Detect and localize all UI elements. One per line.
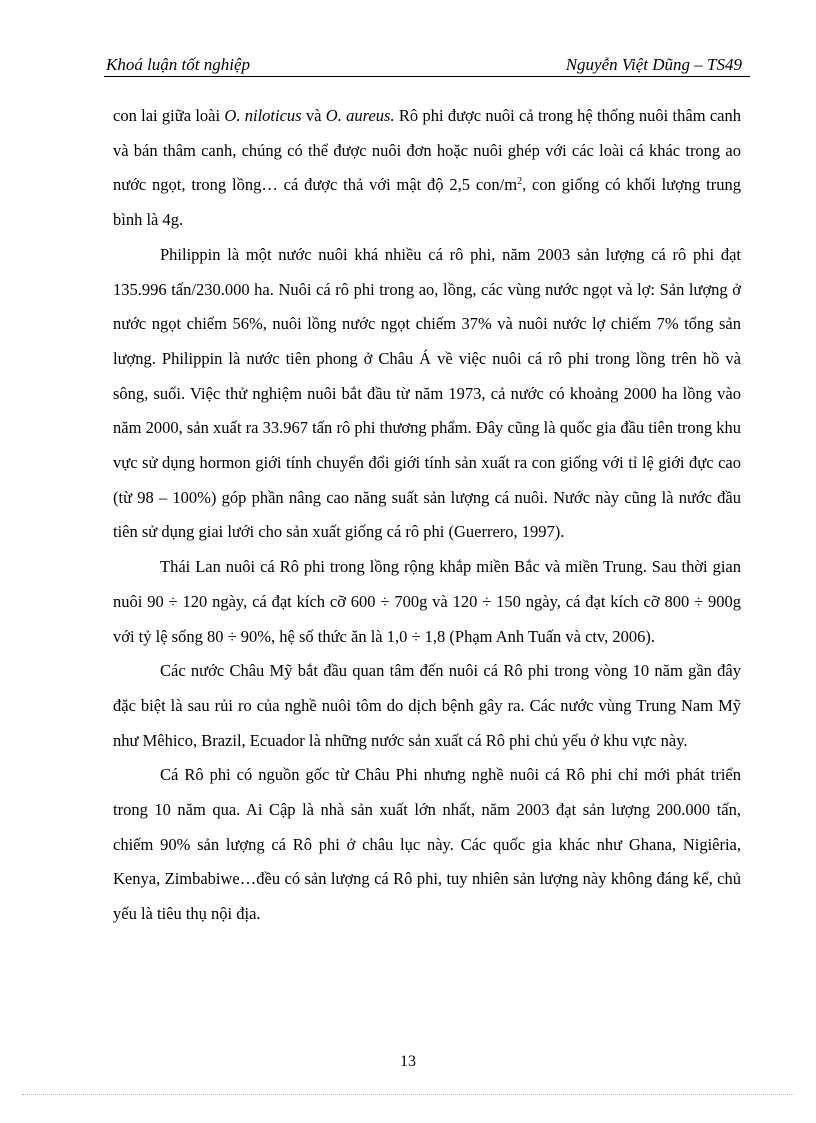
superscript: 2 [517, 176, 523, 188]
species-name: O. aureus. [325, 106, 395, 125]
species-name: O. niloticus [224, 106, 302, 125]
page-number: 13 [400, 1053, 416, 1070]
paragraph-text: con lai giữa loài [113, 106, 225, 125]
paragraph-text: Rô phi được nuôi cả trong hệ thống nuôi thâm canh và bán thâm canh, chúng có thể được nuôi đơn hoặc nuôi ghép với các loài cá khác trong ao nước ngọt, trong lồng… cá được thả với mật độ 2,5 con/m [113, 106, 741, 195]
running-header [104, 52, 750, 77]
paragraph-hybrid-culture [113, 99, 741, 238]
paragraph-text: , con giống có khối lượng trung bình là 4g. [113, 175, 741, 230]
paragraph-philippines: Philippin là một nước nuôi khá nhiều cá rô phi, năm 2003 sản lượng cá rô phi đạt 135.996 tấn/230.000 ha. Nuôi cá rô phi trong ao, lồng, các vùng nước ngọt và lợ: Sản lượng ở nước ngọt chiếm 56%, nuôi lồng nước ngọt chiếm 37% và nuôi nước lợ chiếm 7% tổng sản lượng. Philippin là nước tiên phong ở Châu Á về việc nuôi cá rô phi trong lồng trên hồ và sông, suối. Việc thử nghiệm nuôi bắt đầu từ năm 1973, cả nước có khoảng 2000 ha lồng vào năm 2000, sản xuất ra 33.967 tấn rô phi thương phẩm. Đây cũng là quốc gia đầu tiên trong khu vực sử dụng hormon giới tính chuyển đổi giới tính sản xuất ra con giống với tỉ lệ giới đực cao (từ 98 – 100%) góp phần nâng cao năng suất sản lượng cá nuôi. Nước này cũng là nước đầu tiên sử dụng giai lưới cho sản xuất giống cá rô phi (Guerrero, 1997). [113, 244, 741, 542]
header-author: Nguyễn Việt Dũng – TS49 [565, 55, 742, 74]
paragraph-thailand: Thái Lan nuôi cá Rô phi trong lồng rộng khắp miền Bắc và miền Trung. Sau thời gian nuôi 90 ÷ 120 ngày, cá đạt kích cỡ 600 ÷ 700g và 120 ÷ 150 ngày, cá đạt kích cỡ 800 ÷ 900g với tỷ lệ sống 80 ÷ 90%, hệ số thức ăn là 1,0 ÷ 1,8 (Phạm Anh Tuấn và ctv, 2006). [113, 557, 741, 646]
document-body [113, 99, 741, 932]
paragraph-americas: Các nước Châu Mỹ bắt đầu quan tâm đến nuôi cá Rô phi trong vòng 10 năm gần đây đặc biệt là sau rủi ro của nghề nuôi tôm do dịch bệnh gây ra. Các nước vùng Trung Nam Mỹ như Mêhico, Brazil, Ecuador là những nước sản xuất cá Rô phi chủ yếu ở khu vực này. [113, 661, 741, 750]
paragraph-text: và [301, 106, 326, 125]
paragraph-africa: Cá Rô phi có nguồn gốc từ Châu Phi nhưng nghề nuôi cá Rô phi chỉ mới phát triển trong 10 năm qua. Ai Cập là nhà sản xuất lớn nhất, năm 2003 đạt sản lượng 200.000 tấn, chiếm 90% sản lượng cá Rô phi ở châu lục này. Các quốc gia khác như Ghana, Nigiêria, Kenya, Zimbabiwe…đều có sản lượng cá Rô phi, tuy nhiên sản lượng này không đáng kể, chủ yếu là tiêu thụ nội địa. [113, 765, 741, 924]
header-thesis-title: Khoá luận tốt nghiệp [106, 55, 251, 74]
page-bottom-divider [22, 1094, 794, 1095]
